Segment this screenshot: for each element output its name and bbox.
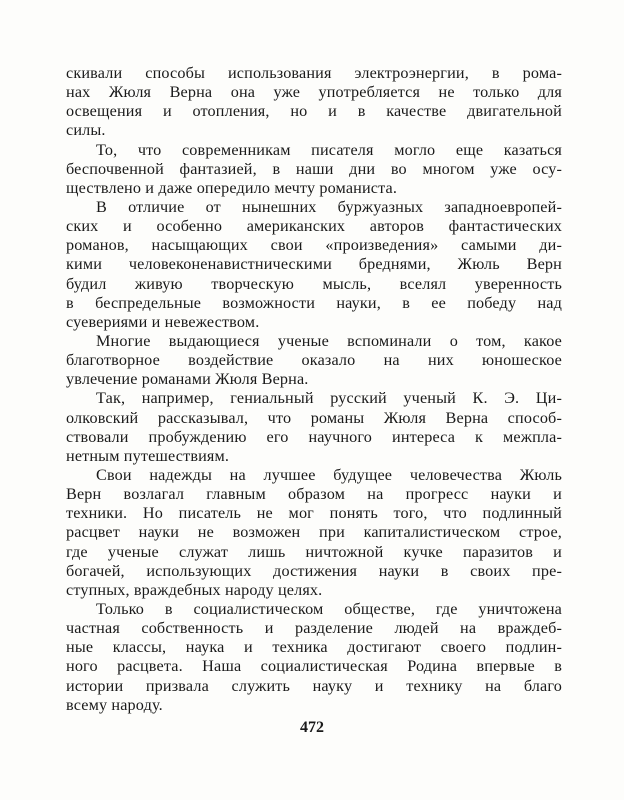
text-line: нетным путешествиям.: [66, 446, 230, 465]
text-line: Свои надежды на лучшее будущее человечества Жюль: [96, 465, 562, 484]
text-line: благотворное воздействие оказало на них юношеское: [66, 351, 562, 370]
text-line: романов, насыщающих свои «произведения» самыми ди-: [66, 236, 562, 255]
text-line: ствовали пробуждению его научного интереса к межпла-: [66, 427, 562, 446]
text-line: скивали способы использования электроэнергии, в рома-: [66, 64, 562, 82]
text-line: Только в социалистическом обществе, где уничтожена: [96, 599, 562, 618]
text-line: частная собственность и разделение людей на враждеб-: [66, 619, 562, 638]
text-line: освещения и отопления, но и в качестве двигательной: [66, 102, 562, 121]
body-text: [66, 64, 562, 715]
text-line: олковский рассказывал, что романы Жюля Верна способ-: [66, 408, 562, 427]
text-line: расцвет науки не возможен при капиталистическом строе,: [66, 523, 562, 542]
text-line: То, что современникам писателя могло еще казаться: [96, 140, 562, 159]
text-line: кими человеконенавистническими бреднями, Жюль Верн: [66, 255, 562, 274]
text-line: истории призвала служить науку и технику на благо: [66, 676, 562, 695]
paragraph: [66, 332, 562, 389]
text-line: где ученые служат лишь ничтожной кучке паразитов и: [66, 542, 562, 561]
text-line: нах Жюля Верна она уже употребляется не только для: [66, 83, 562, 102]
text-line: ступных, враждебных народу целях.: [66, 580, 323, 599]
paragraph: [66, 466, 562, 600]
text-line: Так, например, гениальный русский ученый К. Э. Ци-: [96, 389, 562, 408]
paragraph: [66, 141, 562, 198]
page-number: 472: [300, 719, 324, 736]
text-line: всему народу.: [66, 695, 163, 714]
paragraph: [66, 389, 562, 466]
text-line: силы.: [66, 121, 106, 140]
text-line: Верн возлагал главным образом на прогресс науки и: [66, 485, 562, 504]
text-line: увлечение романами Жюля Верна.: [66, 370, 309, 389]
text-line: ществлено и даже опередило мечту романиста.: [66, 178, 398, 197]
text-line: ских и особенно американских авторов фантастических: [66, 217, 562, 236]
text-line: беспочвенной фантазией, в наши дни во многом уже осу-: [66, 159, 562, 178]
text-line: ные классы, наука и техника достигают своего подлин-: [66, 638, 562, 657]
text-line: В отличие от нынешних буржуазных западноевропей-: [96, 197, 562, 216]
paragraph: [66, 600, 562, 715]
paragraph: [66, 64, 562, 141]
text-line: в беспредельные возможности науки, в ее победу над: [66, 293, 562, 312]
text-line: суевериями и невежеством.: [66, 312, 260, 331]
text-line: ного расцвета. Наша социалистическая Родина впервые в: [66, 657, 562, 676]
paragraph: [66, 198, 562, 332]
text-line: техники. Но писатель не мог понять того, что подлинный: [66, 504, 562, 523]
text-line: Многие выдающиеся ученые вспоминали о том, какое: [96, 331, 562, 350]
text-line: будил живую творческую мысль, вселял уверенность: [66, 274, 562, 293]
text-line: богачей, использующих достижения науки в своих пре-: [66, 561, 562, 580]
